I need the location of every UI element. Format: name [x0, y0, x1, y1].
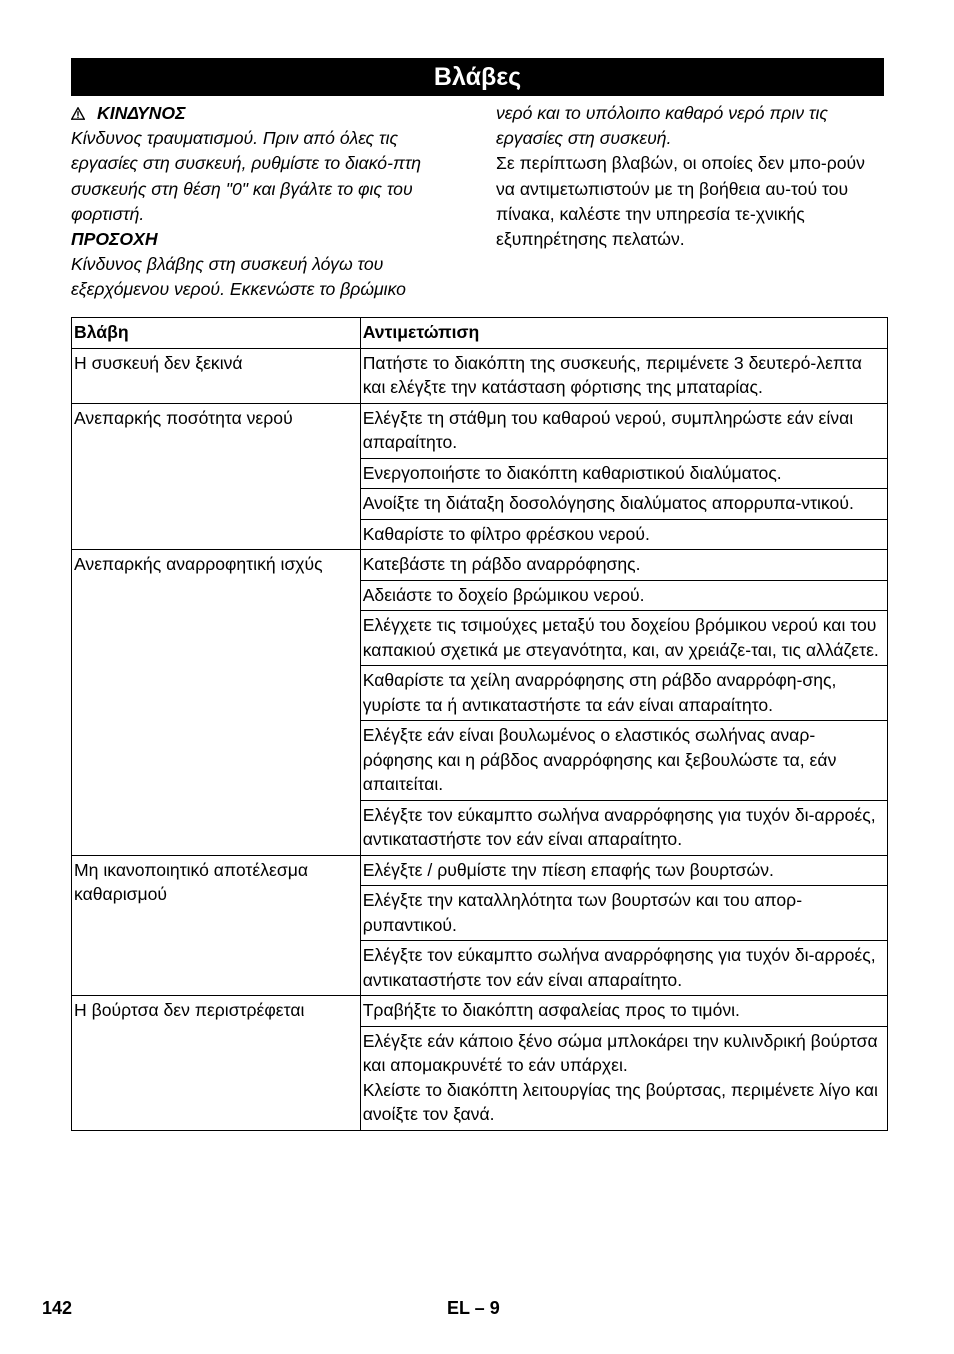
remedy-cell: Πατήστε το διακόπτη της συσκευής, περιμένετε 3 δευτερό-λεπτα και ελέγξτε την κατάσταση φόρτισης της μπαταρίας. — [360, 348, 887, 403]
remedy-cell: Αδειάστε το δοχείο βρώμικου νερού. — [360, 580, 887, 611]
remedy-cell: Ελέγξτε / ρυθμίστε την πίεση επαφής των βουρτσών. — [360, 855, 887, 886]
remedy-cell: Ελέγξτε τη στάθμη του καθαρού νερού, συμπληρώστε εάν είναι απαραίτητο. — [360, 403, 887, 458]
header-fault: Βλάβη — [72, 318, 361, 349]
language-page-label: EL – 9 — [447, 1298, 500, 1318]
table-body — [72, 348, 888, 1130]
caution-text-continued: νερό και το υπόλοιπο καθαρό νερό πριν τις εργασίες στη συσκευή. — [496, 103, 828, 149]
right-column — [496, 101, 886, 252]
table-row — [72, 403, 888, 458]
fault-cell: Μη ικανοποιητικό αποτέλεσμα καθαρισμού — [72, 855, 361, 996]
remedy-cell: Ελέγχετε τις τσιμούχες μεταξύ του δοχείου βρόμικου νερού και του καπακιού σχετικά με στεγανότητα, και, αν χρειάζε-ται, τις αλλάζετε. — [360, 611, 887, 666]
table-row — [72, 996, 888, 1027]
remedy-cell: Κατεβάστε τη ράβδο αναρρόφησης. — [360, 550, 887, 581]
caution-text: Κίνδυνος βλάβης στη συσκευή λόγω του εξερχόμενου νερού. Εκκενώστε το βρώμικο — [71, 254, 406, 300]
fault-cell: Ανεπαρκής αναρροφητική ισχύς — [72, 550, 361, 856]
service-text: Σε περίπτωση βλαβών, οι οποίες δεν μπο-ρούν να αντιμετωπιστούν με τη βοήθεια αυ-τού του πίνακα, καλέστε την υπηρεσία τε-χνικής εξυπηρέτησης πελατών. — [496, 153, 865, 250]
caution-heading: ΠΡΟΣΟΧΗ — [71, 229, 158, 250]
page-title: Βλάβες — [71, 58, 884, 96]
remedy-cell: Ελέγξτε την καταλληλότητα των βουρτσών και του απορ-ρυπαντικού. — [360, 886, 887, 941]
remedy-cell: Ελέγξτε εάν κάποιο ξένο σώμα μπλοκάρει την κυλινδρική βούρτσα και απομακρυνέτέ το εάν υπάρχει. Κλείστε το διακόπτη λειτουργίας της βούρτσας, περιμένετε λίγο και ανοίξτε τον ξανά. — [360, 1026, 887, 1130]
remedy-cell: Ελέγξτε τον εύκαμπτο σωλήνα αναρρόφησης για τυχόν δι-αρροές, αντικαταστήστε τον εάν είναι απαραίτητο. — [360, 800, 887, 855]
remedy-cell: Τραβήξτε το διακόπτη ασφαλείας προς το τιμόνι. — [360, 996, 887, 1027]
warning-triangle-icon — [71, 101, 97, 126]
page-number: 142 — [42, 1298, 73, 1318]
fault-cell: Η συσκευή δεν ξεκινά — [72, 348, 361, 403]
remedy-cell: Ανοίξτε τη διάταξη δοσολόγησης διαλύματος απορρυπα-ντικού. — [360, 489, 887, 520]
fault-cell: Ανεπαρκής ποσότητα νερού — [72, 403, 361, 550]
fault-table — [71, 317, 888, 1131]
left-column — [71, 101, 461, 303]
remedy-cell: Καθαρίστε τα χείλη αναρρόφησης στη ράβδο αναρρόφη-σης, γυρίστε τα ή αντικαταστήστε τα εάν είναι απαραίτητο. — [360, 666, 887, 721]
remedy-cell: Ελέγξτε τον εύκαμπτο σωλήνα αναρρόφησης για τυχόν δι-αρροές, αντικαταστήστε τον εάν είναι απαραίτητο. — [360, 941, 887, 996]
table-header-row — [72, 318, 888, 349]
remedy-cell: Ελέγξτε εάν είναι βουλωμένος ο ελαστικός σωλήνας αναρ-ρόφησης και η ράβδος αναρρόφησης και ξεβουλώστε τα, εάν απαιτείται. — [360, 721, 887, 801]
table-row — [72, 855, 888, 886]
danger-heading: ΚΙΝΔΥΝΟΣ — [97, 103, 186, 123]
fault-cell: Η βούρτσα δεν περιστρέφεται — [72, 996, 361, 1131]
table-row — [72, 550, 888, 581]
table-row — [72, 348, 888, 403]
remedy-cell: Ενεργοποιήστε το διακόπτη καθαριστικού διαλύματος. — [360, 458, 887, 489]
danger-text: Κίνδυνος τραυματισμού. Πριν από όλες τις εργασίες στη συσκευή, ρυθμίστε το διακό-πτη συσκευής στη θέση "0" και βγάλτε το φις του φορτιστή. — [71, 128, 422, 224]
remedy-cell: Καθαρίστε το φίλτρο φρέσκου νερού. — [360, 519, 887, 550]
header-remedy: Αντιμετώπιση — [360, 318, 887, 349]
danger-heading-line — [71, 101, 461, 126]
